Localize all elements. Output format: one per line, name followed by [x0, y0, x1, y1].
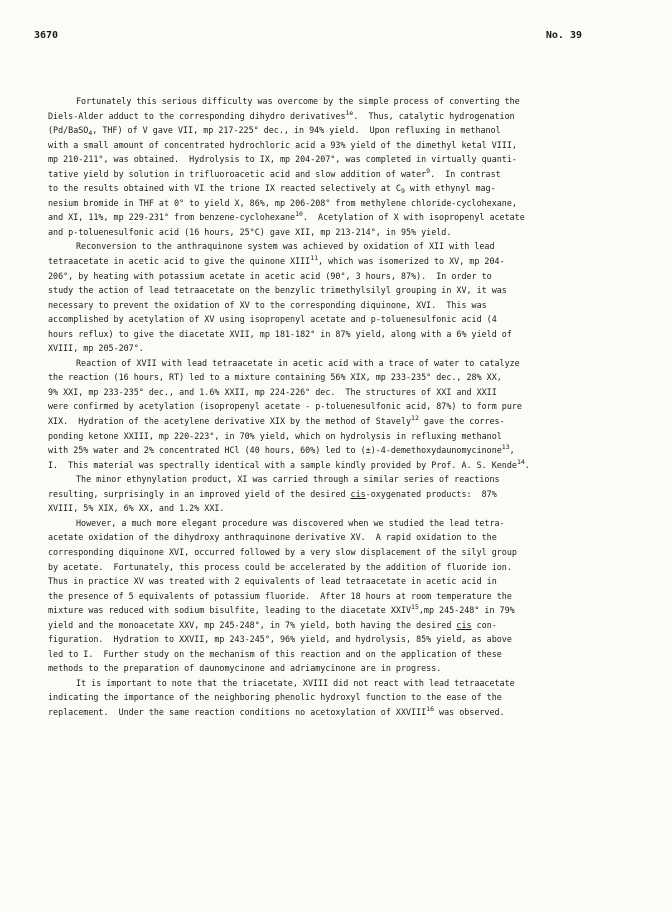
text-span: XVIII, 5% XIX, 6% XX, and 1.2% XXI. [48, 503, 225, 514]
text-line [48, 690, 618, 705]
text-span: XIX. Hydration of the acetylene derivative XIX by the method of Stavely [48, 416, 412, 427]
text-line [48, 356, 618, 371]
text-span: Reaction of XVII with lead tetraacetate in acetic acid with a trace of water to catalyze [76, 357, 520, 368]
text-span: with ethynyl mag- [404, 183, 496, 194]
text-span: hours reflux) to give the diacetate XVII, mp 181-182° in 87% yield, along with a 6% yield of [48, 328, 512, 339]
text-line [48, 574, 618, 589]
text-line [48, 94, 618, 109]
text-line [48, 501, 618, 516]
footnote-ref: 10 [295, 210, 303, 219]
text-line [48, 705, 618, 720]
footnote-ref: 11 [310, 254, 319, 263]
footnote-ref: 9 [426, 166, 431, 175]
text-span: replacement. Under the same reaction conditions no acetoxylation of XXVIII [48, 706, 427, 717]
text-span: were confirmed by acetylation (isopropenyl acetate - p-toluenesulfonic acid, 87%) to form pure [48, 401, 522, 412]
page-number: 3670 [34, 30, 59, 41]
text-span: methods to the preparation of daunomycinone and adriamycinone are in progress. [48, 663, 442, 674]
text-line [48, 530, 618, 545]
footnote-ref: 15 [411, 603, 419, 612]
text-span: and XI, 11%, mp 229-231° from benzene-cyclohexane [48, 212, 296, 223]
text-span: I. This material was spectrally identical with a sample kindly provided by Prof. A. S. Kende [48, 459, 517, 470]
text-line [48, 167, 618, 182]
text-span: figuration. Hydration to XXVII, mp 243-245°, 96% yield, and hydrolysis, 85% yield, as above [48, 634, 512, 645]
text-span: led to I. Further study on the mechanism of this reaction and on the application of these [48, 648, 502, 659]
footnote-ref: 16 [426, 704, 434, 713]
text-span: nesium bromide in THF at 0° to yield X, 86%, mp 206-208° from methylene chloride-cyclohexane, [48, 197, 517, 208]
text-line [48, 458, 618, 473]
text-line [48, 283, 618, 298]
footnote-ref: 14 [516, 457, 525, 466]
text-span: to the results obtained with VI the trione IX reacted selectively at C [48, 183, 401, 194]
text-line [48, 647, 618, 662]
text-line [48, 225, 618, 240]
text-span: was observed. [434, 706, 505, 717]
text-line [48, 443, 618, 458]
text-span: (Pd/BaSO [48, 125, 89, 136]
text-span: Diels-Alder adduct to the corresponding dihydro derivatives [48, 110, 346, 121]
text-span: necessary to prevent the oxidation of XV to the corresponding diquinone, XVI. This was [48, 299, 487, 310]
text-span: XVIII, mp 205-207°. [48, 343, 144, 354]
text-line [48, 632, 618, 647]
subscript: 9 [400, 187, 405, 196]
text-span: con- [471, 619, 497, 630]
text-span: study the action of lead tetraacetate on the benzylic trimethylsilyl grouping in XV, it was [48, 285, 507, 296]
text-line [48, 312, 618, 327]
text-line [48, 589, 618, 604]
text-line [48, 370, 618, 385]
text-line [48, 181, 618, 196]
text-span: . Thus, catalytic hydrogenation [353, 110, 515, 121]
text-line [48, 123, 618, 138]
text-line [48, 385, 618, 400]
text-line [48, 138, 618, 153]
text-span: and p-toluenesulfonic acid (16 hours, 25°C) gave XII, mp 213-214°, in 95% yield. [48, 226, 452, 237]
text-span: Fortunately this serious difficulty was overcome by the simple process of converting the [76, 96, 520, 106]
text-line [48, 239, 618, 254]
text-span: gave the corres- [418, 416, 505, 427]
text-span: with 25% water and 2% concentrated HCl (40 hours, 60%) led to (±)-4-demethoxydaunomycinone [48, 445, 502, 456]
text-span: 206°, by heating with potassium acetate in acetic acid (90°, 3 hours, 87%). In order to [48, 270, 492, 281]
text-span: mp 210-211°, was obtained. Hydrolysis to IX, mp 204-207°, was completed in virtually quanti- [48, 154, 517, 165]
text-span: -oxygenated products: 87% [365, 488, 497, 499]
text-span: mixture was reduced with sodium bisulfite, leading to the diacetate XXIV [48, 605, 412, 616]
text-span: The minor ethynylation product, XI was carried through a similar series of reactions [76, 474, 500, 485]
underlined-text: cis [350, 488, 366, 499]
text-line [48, 298, 618, 313]
text-span: the presence of 5 equivalents of potassium fluoride. After 18 hours at room temperature the [48, 590, 512, 601]
text-line [48, 618, 618, 633]
text-line [48, 545, 618, 560]
article-body [48, 94, 618, 720]
text-line [48, 429, 618, 444]
text-span: by acetate. Fortunately, this process could be accelerated by the addition of fluoride ion. [48, 561, 512, 572]
subscript: 4 [88, 129, 93, 138]
issue-number: No. 39 [545, 30, 582, 41]
text-span: Reconversion to the anthraquinone system was achieved by oxidation of XII with lead [76, 241, 495, 252]
text-line [48, 341, 618, 356]
underlined-text: cis [456, 619, 472, 630]
text-line [48, 254, 618, 269]
text-span: ,mp 245-248° in 79% [418, 605, 515, 616]
text-span: , [509, 445, 515, 456]
text-span: tetraacetate in acetic acid to give the quinone XIII [48, 256, 311, 267]
footnote-ref: 12 [411, 414, 419, 423]
text-line [48, 560, 618, 575]
text-line [48, 210, 618, 225]
footnote-ref: 13 [501, 443, 510, 452]
text-span: It is important to note that the triacetate, XVIII did not react with lead tetraacetate [76, 677, 515, 688]
footnote-ref: 1e [345, 108, 354, 117]
text-span: with a small amount of concentrated hydrochloric acid a 93% yield of the dimethyl ketal VIII, [48, 139, 517, 150]
text-line [48, 399, 618, 414]
text-line [48, 661, 618, 676]
text-line [48, 676, 618, 691]
text-line [48, 472, 618, 487]
text-span: corresponding diquinone XVI, occurred followed by a very slow displacement of the silyl group [48, 546, 517, 557]
text-span: accomplished by acetylation of XV using isopropenyl acetate and p-toluenesulfonic acid (4 [48, 314, 497, 325]
text-span: acetate oxidation of the dihydroxy anthraquinone derivative XV. A rapid oxidation to the [48, 532, 497, 543]
text-line [48, 196, 618, 211]
text-span: 9% XXI, mp 233-235° dec., and 1.6% XXII, mp 224-226° dec. The structures of XXI and XXII [48, 386, 497, 397]
text-span: tative yield by solution in trifluoroacetic acid and slow addition of water [48, 168, 427, 179]
text-line [48, 109, 618, 124]
text-span: indicating the importance of the neighboring phenolic hydroxyl function to the ease of the [48, 692, 502, 703]
text-line [48, 152, 618, 167]
text-span: . [524, 459, 530, 470]
text-span: yield and the monoacetate XXV, mp 245-248°, in 7% yield, both having the desired [48, 619, 457, 630]
text-span: resulting, surprisingly in an improved yield of the desired [48, 488, 351, 499]
text-span: However, a much more elegant procedure was discovered when we studied the lead tetra- [76, 517, 505, 528]
text-line [48, 269, 618, 284]
text-span: , THF) of V gave VII, mp 217-225° dec., in 94% yield. Upon refluxing in methanol [92, 125, 501, 136]
text-span: ponding ketone XXIII, mp 220-223°, in 70% yield, which on hydrolysis in refluxing methanol [48, 430, 502, 441]
text-span: . In contrast [430, 168, 501, 179]
text-line [48, 414, 618, 429]
text-line [48, 487, 618, 502]
text-line [48, 603, 618, 618]
text-span: , which was isomerized to XV, mp 204- [318, 256, 505, 267]
text-line [48, 327, 618, 342]
text-span: the reaction (16 hours, RT) led to a mixture containing 56% XIX, mp 233-235° dec., 28% XX, [48, 372, 502, 383]
text-span: Thus in practice XV was treated with 2 equivalents of lead tetraacetate in acetic acid in [48, 576, 497, 587]
text-line [48, 516, 618, 531]
text-span: . Acetylation of X with isopropenyl acetate [302, 212, 525, 223]
